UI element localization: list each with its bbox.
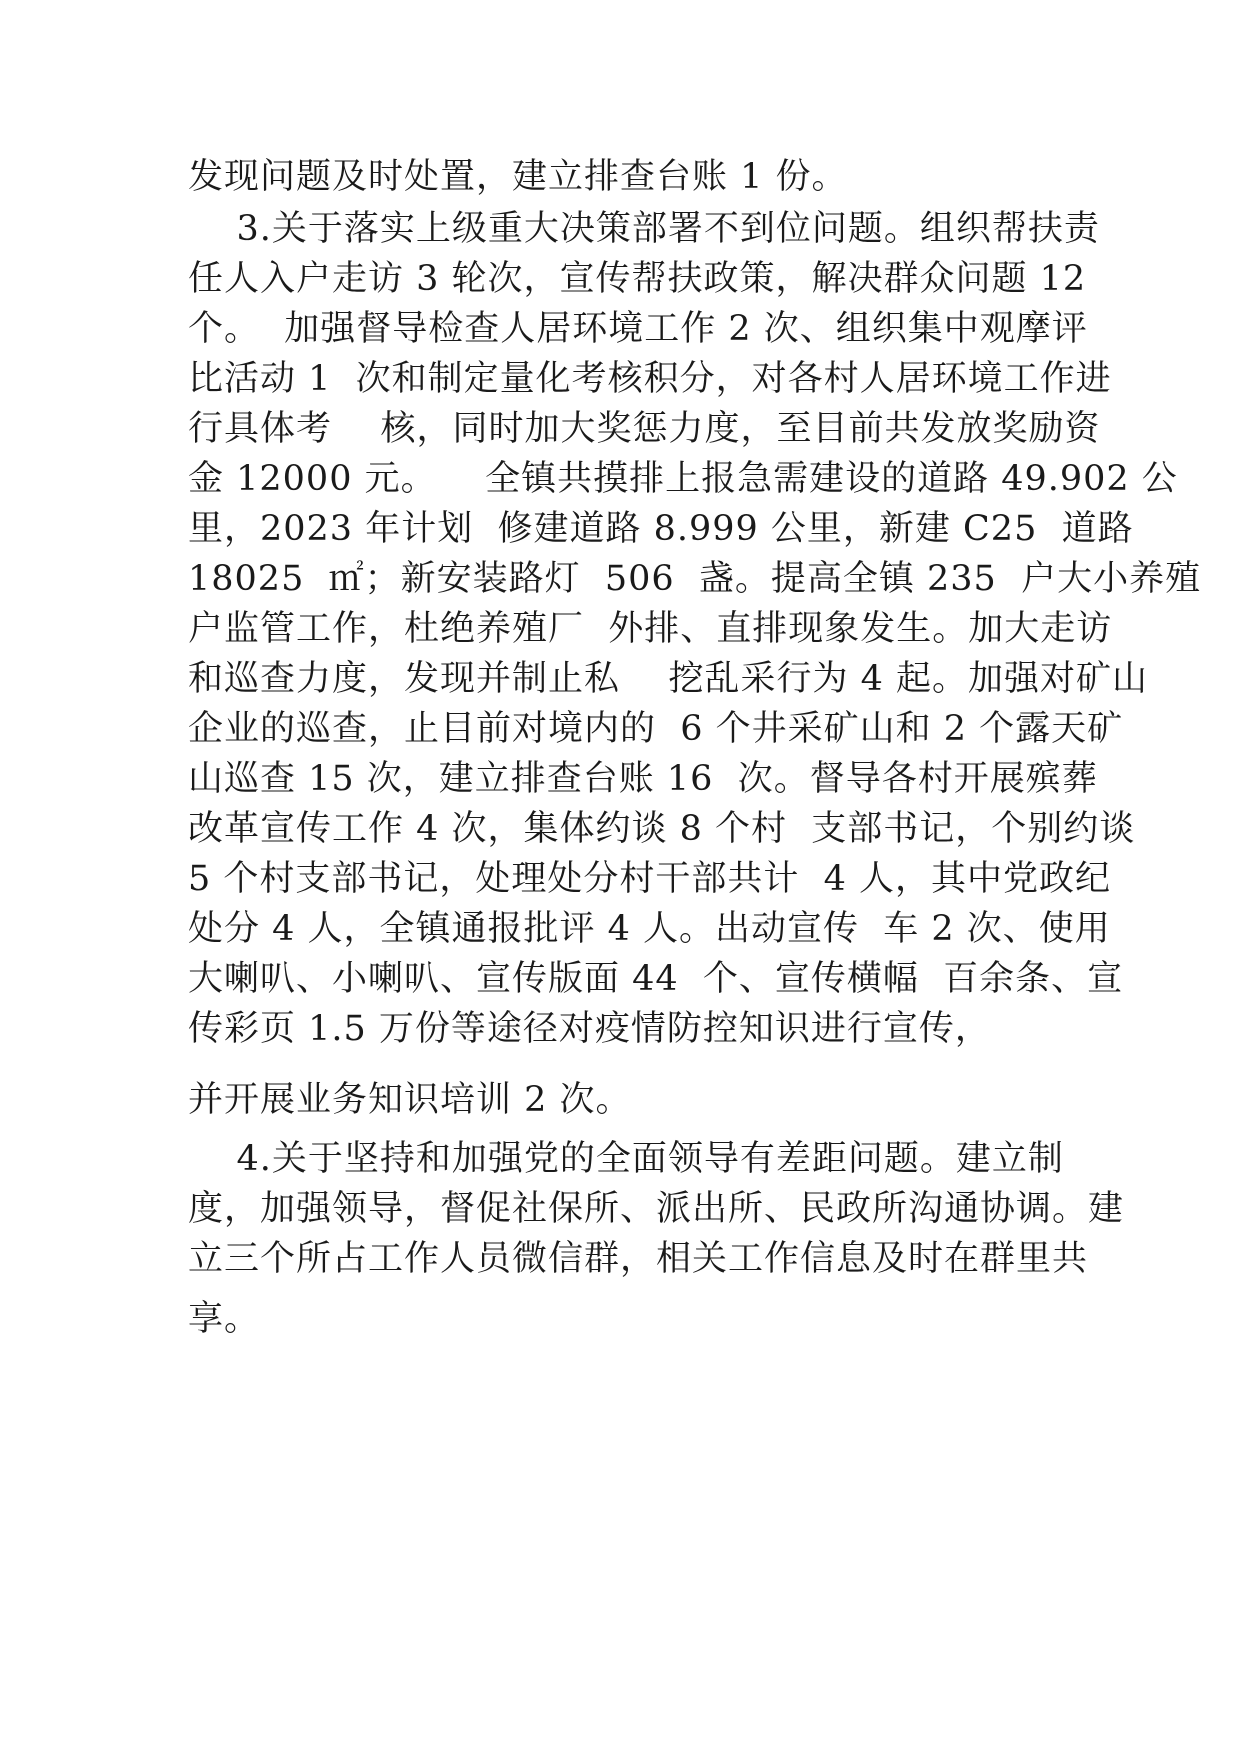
text-line: 处分 4 人，全镇通报批评 4 人。出动宣传 车 2 次、使用: [188, 909, 1111, 949]
text-line: 3.关于落实上级重大决策部署不到位问题。组织帮扶责: [188, 209, 1100, 249]
text-line: 享。: [188, 1299, 261, 1339]
text-line: 18025 ㎡；新安装路灯 506 盏。提高全镇 235 户大小养殖: [188, 559, 1202, 599]
text-line: 行具体考 核，同时加大奖惩力度，至目前共发放奖励资: [188, 409, 1101, 449]
text-line: 发现问题及时处置，建立排查台账 1 份。: [188, 157, 848, 197]
text-line: 并开展业务知识培训 2 次。: [188, 1080, 632, 1120]
text-line: 个。 加强督导检查人居环境工作 2 次、组织集中观摩评: [188, 309, 1088, 349]
text-line: 度，加强领导，督促社保所、派出所、民政所沟通协调。建: [188, 1189, 1125, 1229]
text-line: 比活动 1 次和制定量化考核积分，对各村人居环境工作进: [188, 359, 1112, 399]
text-line: 里，2023 年计划 修建道路 8.999 公里，新建 C25 道路: [188, 509, 1134, 549]
text-line: 企业的巡查，止目前对境内的 6 个井采矿山和 2 个露天矿: [188, 709, 1124, 749]
text-line: 立三个所占工作人员微信群，相关工作信息及时在群里共: [188, 1239, 1089, 1279]
text-line: 和巡查力度，发现并制止私 挖乱采行为 4 起。加强对矿山: [188, 659, 1149, 699]
text-line: 任人入户走访 3 轮次，宣传帮扶政策，解决群众问题 12: [188, 259, 1087, 299]
text-line: 4.关于坚持和加强党的全面领导有差距问题。建立制: [188, 1139, 1064, 1179]
text-line: 传彩页 1.5 万份等途径对疫情防控知识进行宣传，: [188, 1009, 991, 1049]
text-line: 山巡查 15 次，建立排查台账 16 次。督导各村开展殡葬: [188, 759, 1098, 799]
text-line: 5 个村支部书记，处理处分村干部共计 4 人，其中党政纪: [188, 859, 1112, 899]
text-line: 改革宣传工作 4 次，集体约谈 8 个村 支部书记，个别约谈: [188, 809, 1136, 849]
text-line: 大喇叭、小喇叭、宣传版面 44 个、宣传横幅 百余条、宣: [188, 959, 1124, 999]
text-line: 户监管工作，杜绝养殖厂 外排、直排现象发生。加大走访: [188, 609, 1113, 649]
text-line: 金 12000 元。 全镇共摸排上报急需建设的道路 49.902 公: [188, 459, 1178, 499]
